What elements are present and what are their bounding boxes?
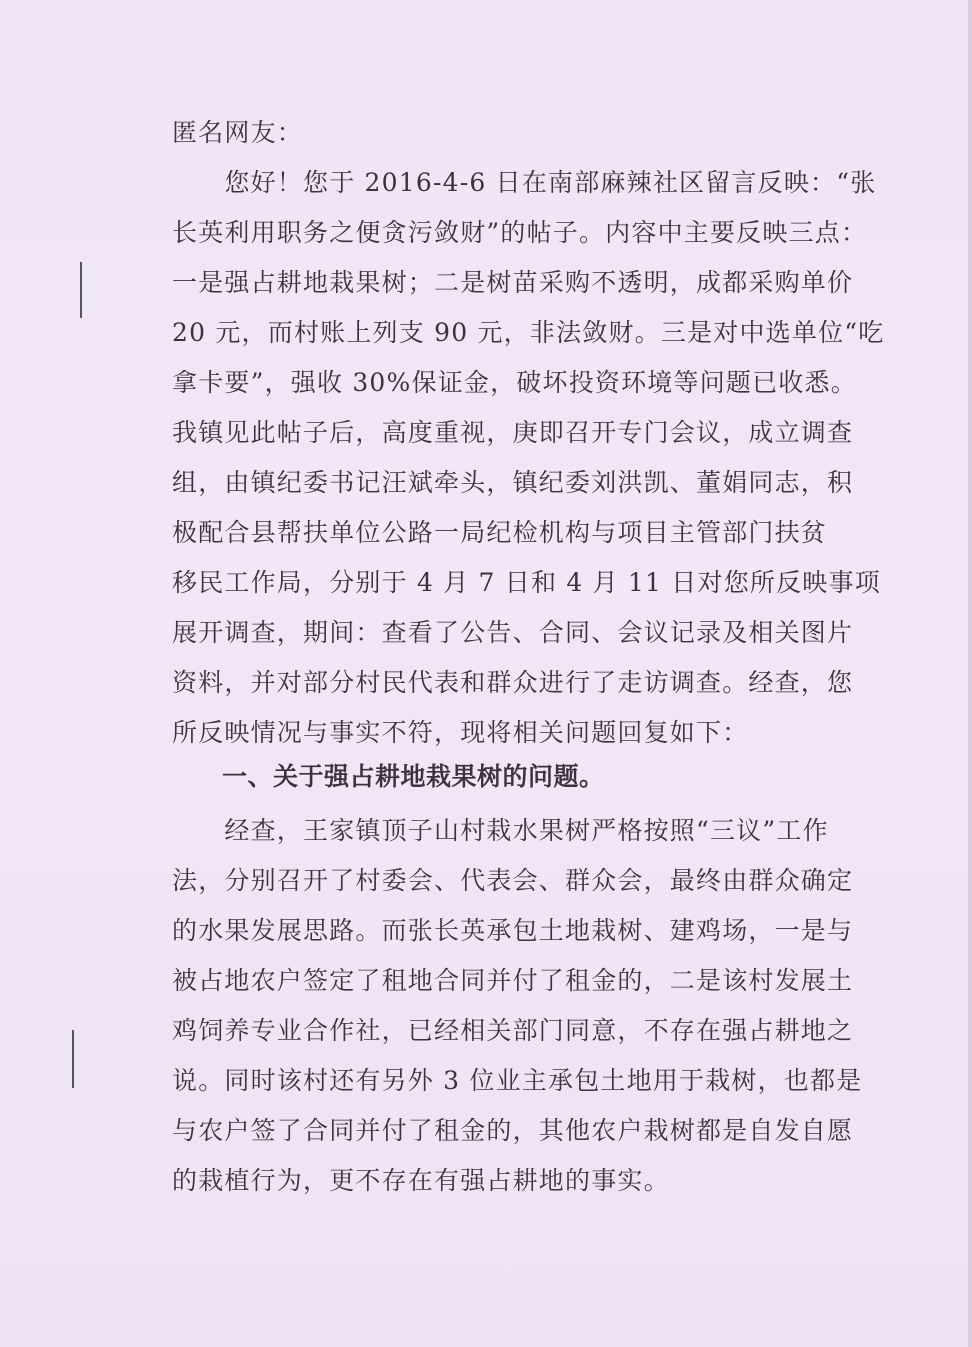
section-heading: 一、关于强占耕地栽果树的问题。 [222,762,605,791]
paragraph-line: 20 元，而村账上列支 90 元，非法敛财。三是对中选单位“吃 [172,318,885,347]
paragraph-line: 一是强占耕地栽果树；二是树苗采购不透明，成都采购单价 [172,268,854,297]
paragraph-line: 极配合县帮扶单位公路一局纪检机构与项目主管部门扶贫 [172,518,828,547]
paragraph-line: 组，由镇纪委书记汪斌牵头，镇纪委刘洪凯、董娟同志，积 [172,468,854,497]
page-edge [968,0,972,1347]
paragraph-line: 说。同时该村还有另外 3 位业主承包土地用于栽树，也都是 [172,1066,863,1095]
paragraph-line: 我镇见此帖子后，高度重视，庚即召开专门会议，成立调查 [172,418,854,447]
paragraph-line: 法，分别召开了村委会、代表会、群众会，最终由群众确定 [172,866,854,895]
paragraph-line: 拿卡要”，强收 30%保证金，破坏投资环境等问题已收悉。 [172,368,857,397]
paragraph-line: 经查，王家镇顶子山村栽水果树严格按照“三议”工作 [172,816,829,845]
binding-mark [80,262,82,318]
binding-mark [72,1030,74,1088]
salutation: 匿名网友： [172,118,304,147]
paragraph-line: 所反映情况与事实不符，现将相关问题回复如下： [172,718,749,747]
paragraph-line: 的水果发展思路。而张长英承包土地栽树、建鸡场，一是与 [172,916,854,945]
paragraph-line: 鸡饲养专业合作社，已经相关部门同意，不存在强占耕地之 [172,1016,854,1045]
paragraph-line: 与农户签了合同并付了租金的，其他农户栽树都是自发自愿 [172,1116,854,1145]
paragraph-line: 被占地农户签定了租地合同并付了租金的，二是该村发展土 [172,966,854,995]
paragraph-line: 资料，并对部分村民代表和群众进行了走访调查。经查，您 [172,668,854,697]
paragraph-line: 的栽植行为，更不存在有强占耕地的事实。 [172,1166,670,1195]
paragraph-line: 长英利用职务之便贪污敛财”的帖子。内容中主要反映三点： [172,218,868,247]
paragraph-line: 您好！您于 2016-4-6 日在南部麻辣社区留言反映：“张 [172,168,877,197]
paragraph-line: 移民工作局，分别于 4 月 7 日和 4 月 11 日对您所反映事项 [172,568,881,597]
paragraph-line: 展开调查，期间：查看了公告、合同、会议记录及相关图片 [172,618,854,647]
